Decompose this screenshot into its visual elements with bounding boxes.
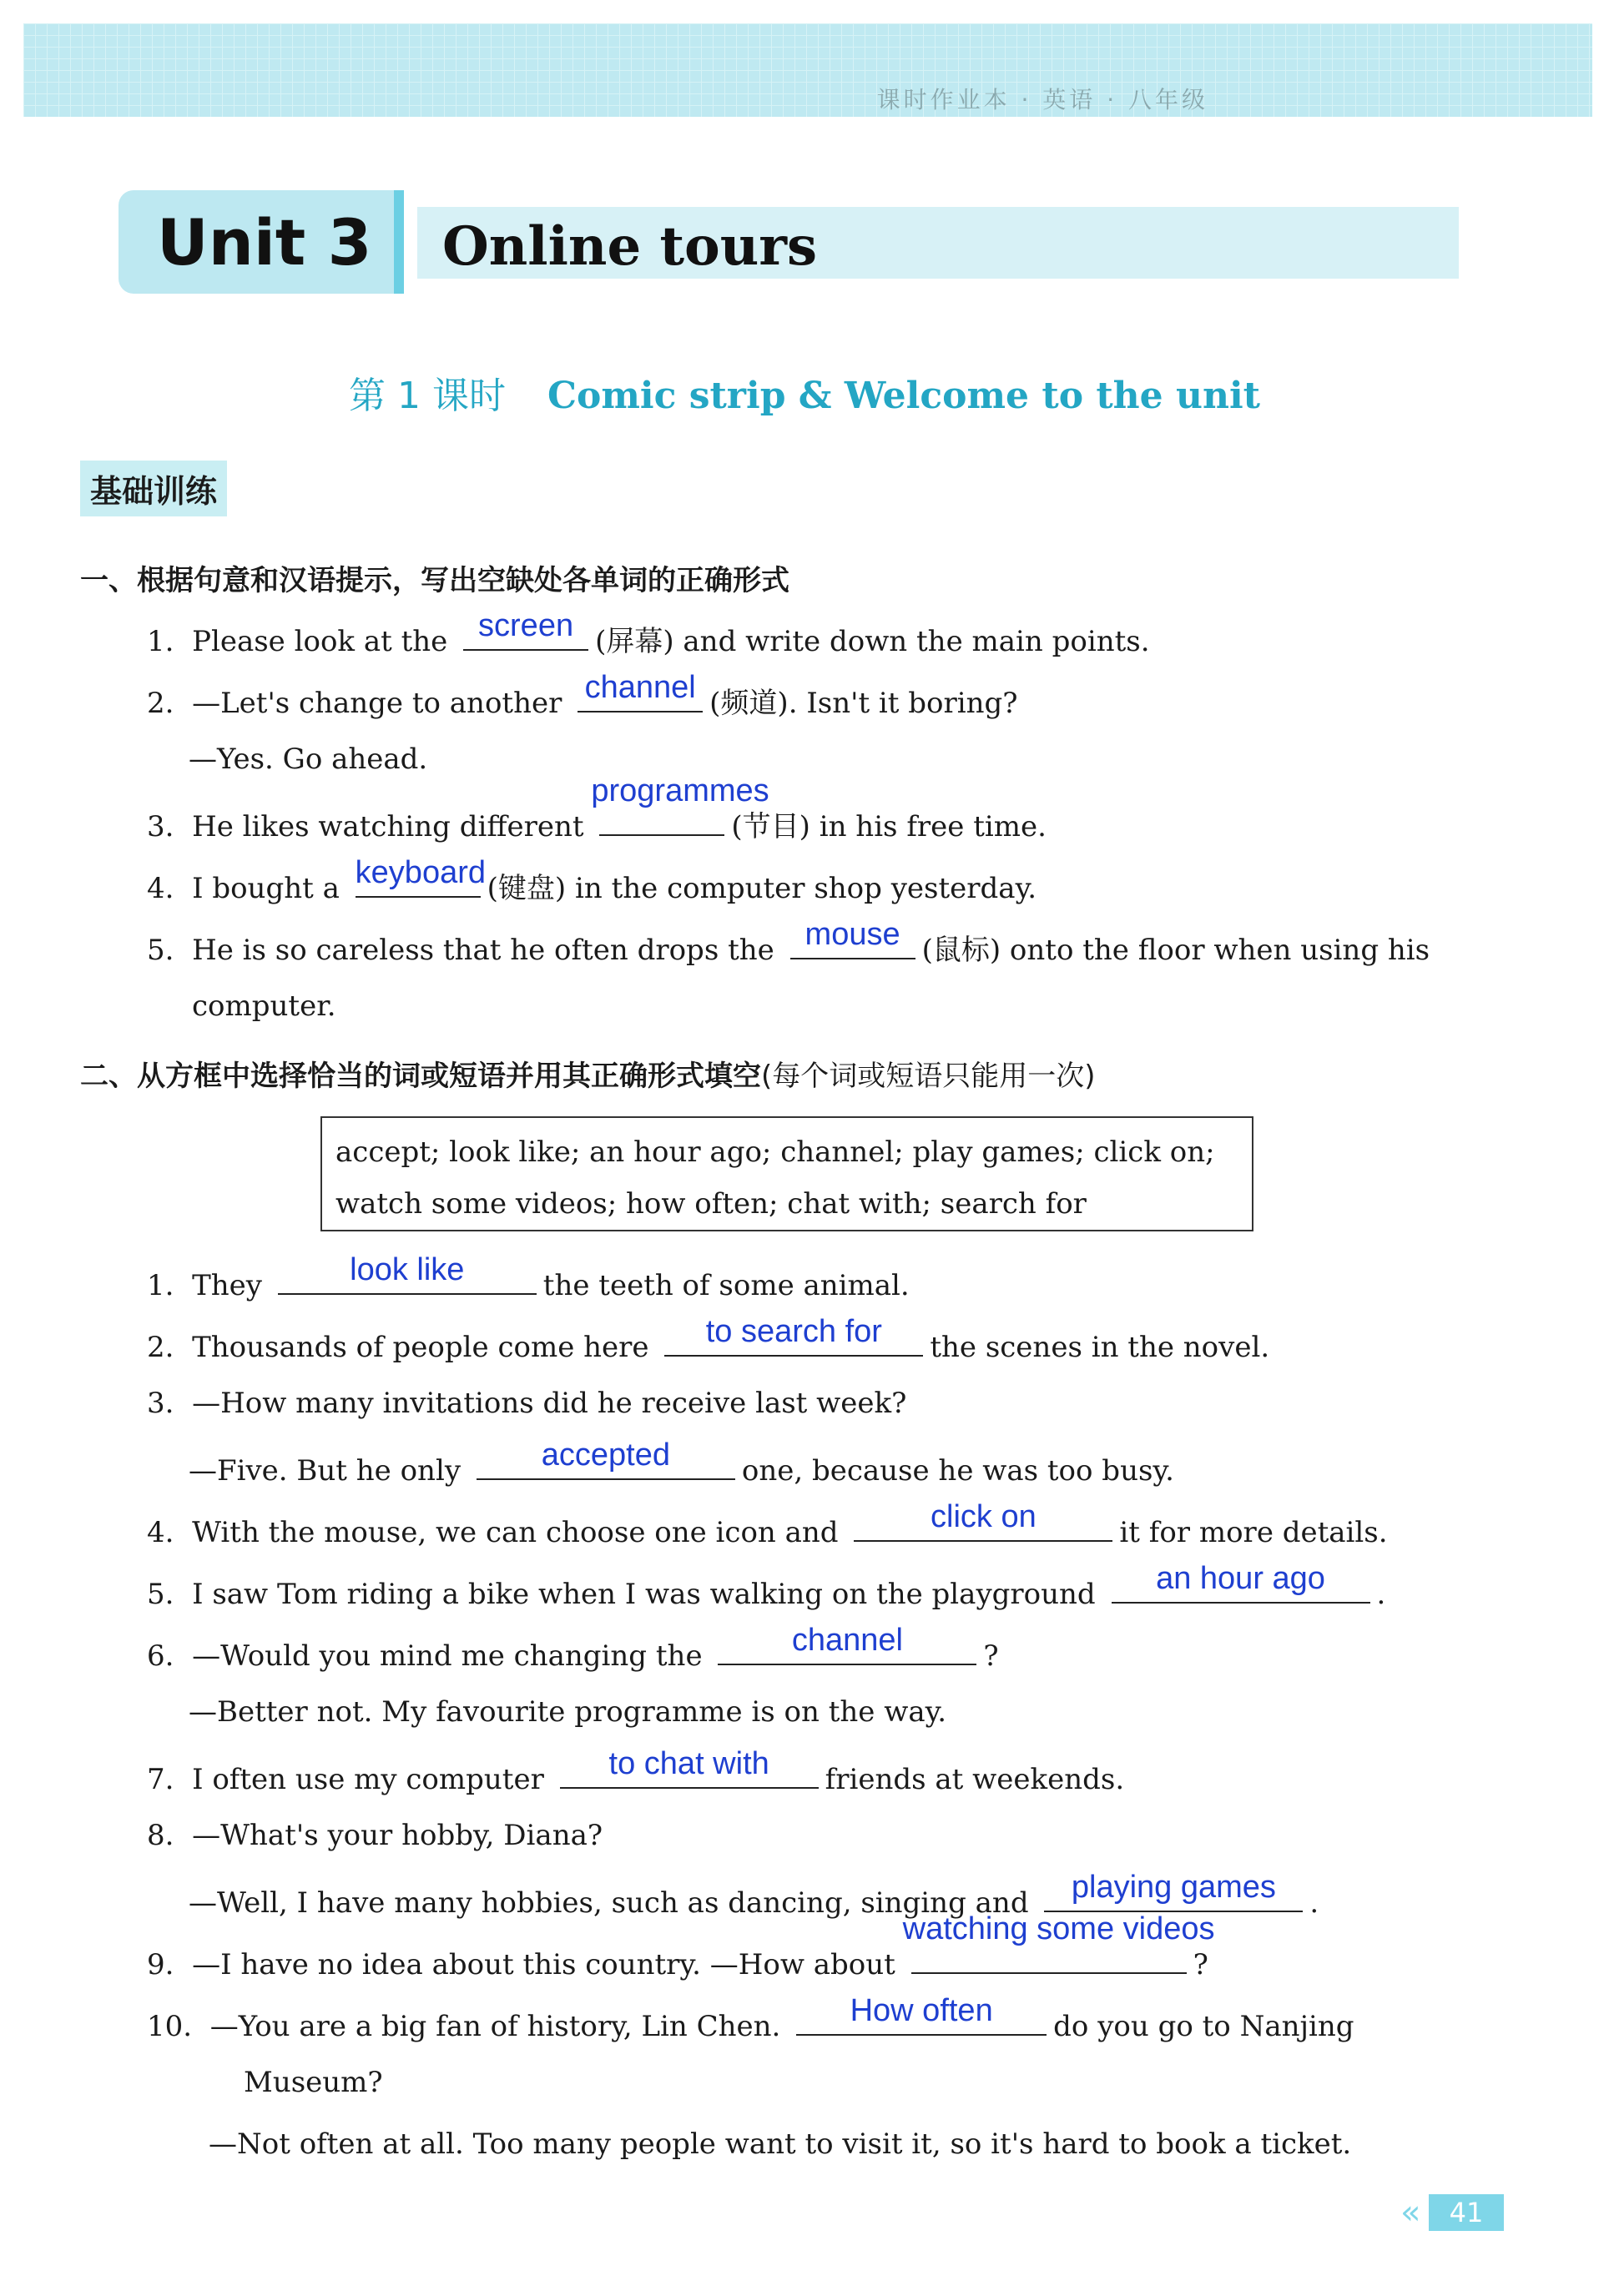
p2-question-8-reply: —Well, I have many hobbies, such as dancing, singing and playing games . (189, 1870, 1319, 1920)
page-number: « 41 (1429, 2194, 1504, 2231)
answer-blank[interactable]: programmes (599, 803, 724, 836)
unit-label: Unit 3 (157, 205, 372, 279)
unit-title: Online tours (442, 215, 817, 278)
p1-question-5-cont: computer. (192, 989, 336, 1023)
word-bank-line: accept; look like; an hour ago; channel; play games; click on; (335, 1135, 1215, 1169)
lesson-number: 第 1 课时 (348, 375, 506, 417)
p1-question-1: 1. Please look at the screen (屏幕) and write down the main points. (147, 608, 1150, 658)
answer-blank[interactable]: keyboard (356, 864, 481, 898)
p1-question-2-reply: —Yes. Go ahead. (189, 743, 428, 776)
answer-blank[interactable]: mouse (790, 926, 915, 959)
p2-question-10: 10. —You are a big fan of history, Lin Chen. How often do you go to Nanjing (147, 1993, 1354, 2043)
header-band (23, 23, 1592, 117)
unit-title-bar (417, 207, 1459, 279)
p1-question-5: 5. He is so careless that he often drops the mouse (鼠标) onto the floor when using his (147, 917, 1430, 967)
word-bank-line: watch some videos; how often; chat with; search for (335, 1187, 1087, 1221)
lesson-name: Comic strip & Welcome to the unit (547, 375, 1260, 417)
answer-blank[interactable]: How often (796, 2002, 1047, 2036)
unit-label-box (119, 190, 394, 294)
p2-question-2: 2. Thousands of people come here to search for the scenes in the novel. (147, 1314, 1270, 1364)
answer-blank[interactable]: screen (463, 617, 588, 651)
series-title: 课时作业本 · 英语 · 八年级 (876, 86, 1208, 113)
lesson-title (0, 365, 1609, 419)
part2-heading: 二、从方框中选择恰当的词或短语并用其正确形式填空(每个词或短语只能用一次) (80, 1060, 1096, 1093)
part1-heading: 一、根据句意和汉语提示，写出空缺处各单词的正确形式 (80, 564, 789, 597)
p1-question-2: 2. —Let's change to another channel (频道). Isn't it boring? (147, 670, 1018, 720)
answer-blank[interactable]: to chat with (560, 1755, 819, 1789)
p1-question-3: 3. He likes watching different programmes (节目) in his free time. (147, 773, 1047, 843)
answer-blank[interactable]: to search for (664, 1323, 923, 1357)
word-bank-box (320, 1116, 1253, 1231)
p2-question-4: 4. With the mouse, we can choose one icon and click on it for more details. (147, 1499, 1388, 1549)
p2-question-9: 9. —I have no idea about this country. —How about watching some videos ? (147, 1911, 1215, 1981)
p2-question-10-reply: —Not often at all. Too many people want to visit it, so it's hard to book a ticket. (209, 2127, 1352, 2161)
answer-blank[interactable]: playing games (1044, 1879, 1303, 1912)
p2-question-5: 5. I saw Tom riding a bike when I was walking on the playground an hour ago . (147, 1561, 1386, 1611)
answer-blank[interactable]: click on (854, 1508, 1112, 1542)
answer-blank[interactable]: accepted (477, 1447, 735, 1480)
p2-question-1: 1. They look like the teeth of some animal. (147, 1252, 910, 1302)
answer-blank[interactable]: channel (578, 679, 703, 712)
answer-blank[interactable]: an hour ago (1112, 1570, 1370, 1604)
p2-question-8: 8. —What's your hobby, Diana? (147, 1819, 603, 1852)
basic-training-label: 基础训练 (80, 461, 227, 516)
answer-blank[interactable]: channel (718, 1632, 976, 1665)
answer-blank[interactable]: watching some videos (911, 1941, 1187, 1974)
answer-blank[interactable]: look like (278, 1261, 537, 1295)
p2-question-10-cont: Museum? (244, 2066, 383, 2099)
p2-question-6: 6. —Would you mind me changing the channel ? (147, 1623, 999, 1673)
p2-question-7: 7. I often use my computer to chat with friends at weekends. (147, 1746, 1125, 1796)
p1-question-4: 4. I bought a keyboard (键盘) in the computer shop yesterday. (147, 855, 1037, 905)
p2-question-3: 3. —How many invitations did he receive last week? (147, 1387, 907, 1420)
p2-question-6-reply: —Better not. My favourite programme is on the way. (189, 1695, 947, 1729)
p2-question-3-reply: —Five. But he only accepted one, because he was too busy. (189, 1438, 1174, 1488)
